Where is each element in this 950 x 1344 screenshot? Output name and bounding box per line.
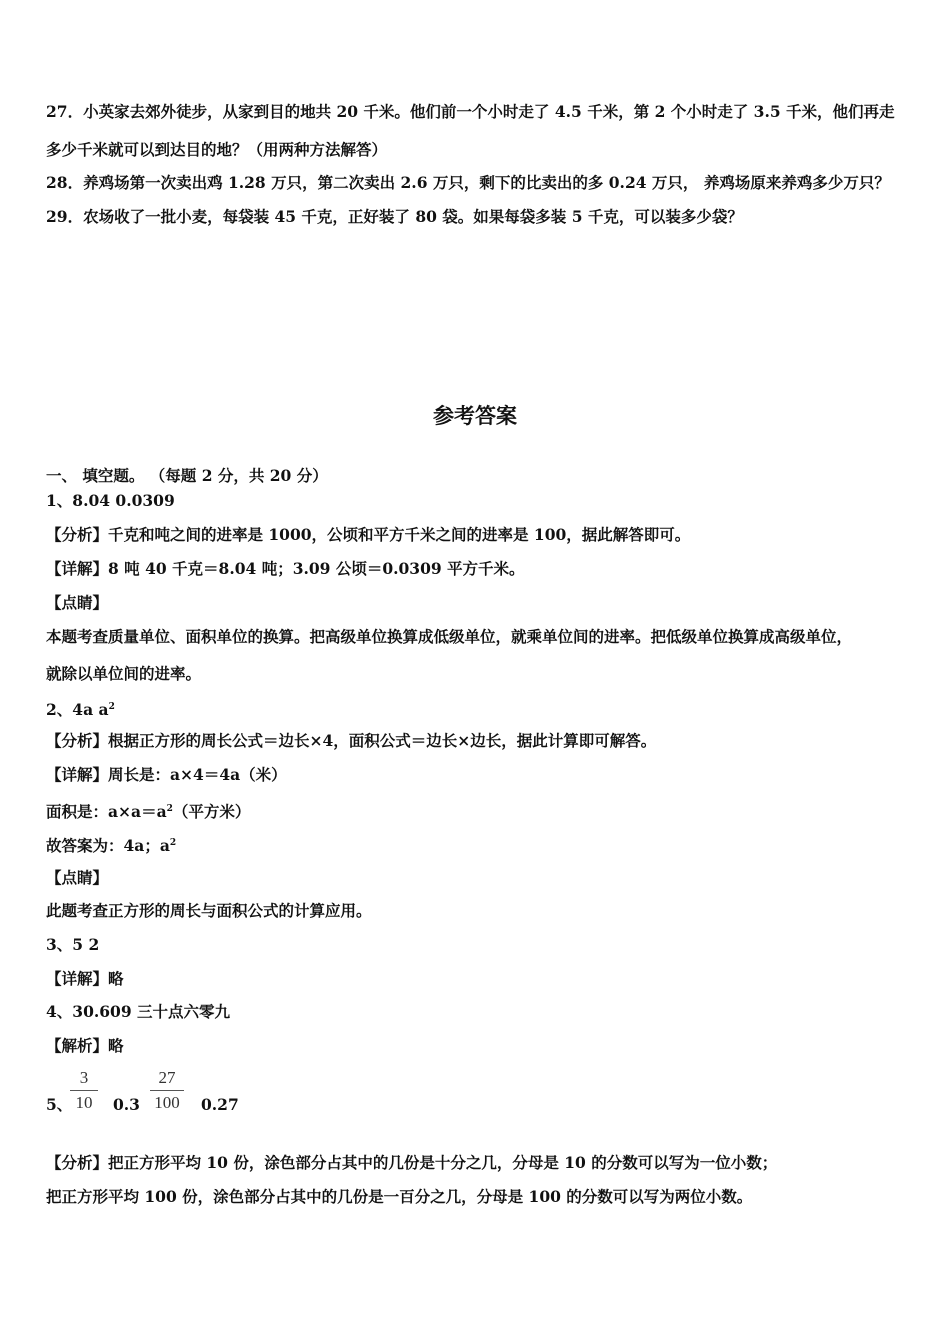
answer-2-area-unit: （平方米） (172, 802, 251, 822)
answer-5-fraction-1 (70, 1068, 98, 1113)
fraction-2-numerator: 27 (158, 1068, 176, 1087)
answer-4-header: 4、30.609 三十点六零九 (46, 1002, 231, 1021)
answer-2-header-sup: 2 (108, 702, 115, 712)
answer-1-comment-label: 【点睛】 (46, 593, 109, 612)
question-29: 29．农场收了一批小麦，每袋装 45 千克，正好装了 80 袋。如果每袋多装 5 千克，可以装多少袋？ (46, 207, 743, 226)
fraction-2-denominator: 100 (154, 1093, 180, 1112)
section-heading: 一、 填空题。 （每题 2 分，共 20 分） (46, 466, 328, 485)
answer-1-comment-line2: 就除以单位间的进率。 (46, 664, 202, 683)
answer-1-header: 1、8.04 0.0309 (46, 491, 175, 510)
question-27-line1: 27．小英家去郊外徒步，从家到目的地共 20 千米。他们前一个小时走了 4.5 千米，第 2 个小时走了 3.5 千米，他们再走 (46, 102, 895, 121)
fraction-1-bar (70, 1090, 98, 1091)
answer-1-detail: 【详解】8 吨 40 千克＝8.04 吨；3.09 公顷＝0.0309 平方千米。 (46, 559, 525, 578)
answer-2-header-text: 2、4a a (46, 700, 109, 720)
answer-2-final-sup: 2 (169, 838, 177, 848)
answer-2-detail: 【详解】周长是：a×4＝4a（米） (46, 765, 287, 784)
answer-2-header (46, 697, 115, 720)
answer-5-value-2: 0.27 (201, 1095, 239, 1114)
answer-3-header: 3、5 2 (46, 935, 100, 954)
answer-5-label: 5、 (46, 1095, 73, 1114)
answer-2-comment: 此题考查正方形的周长与面积公式的计算应用。 (46, 901, 372, 920)
answer-5-analysis-line2: 把正方形平均 100 份，涂色部分占其中的几份是一百分之几，分母是 100 的分数可以写为两位小数。 (46, 1187, 753, 1206)
question-28: 28．养鸡场第一次卖出鸡 1.28 万只，第二次卖出 2.6 万只，剩下的比卖出的多 0.24 万只， 养鸡场原来养鸡多少万只？ (46, 173, 890, 192)
fraction-1-numerator: 3 (79, 1068, 89, 1087)
answer-4-detail: 【解析】略 (46, 1036, 124, 1055)
answer-2-final (46, 833, 176, 856)
answer-2-area-text: 面积是：a×a＝a (46, 802, 167, 822)
fraction-1-denominator: 10 (75, 1093, 93, 1112)
answer-2-area (46, 799, 250, 822)
question-27-line2: 多少千米就可以到达目的地？（用两种方法解答） (46, 140, 388, 159)
answer-5-fraction-2 (150, 1068, 184, 1113)
answer-2-final-text: 故答案为：4a；a (46, 836, 170, 856)
answer-1-comment-line1: 本题考查质量单位、面积单位的换算。把高级单位换算成低级单位，就乘单位间的进率。把低级单位换算成高级单位， (46, 627, 853, 646)
answer-5-analysis-line1: 【分析】把正方形平均 10 份，涂色部分占其中的几份是十分之几，分母是 10 的分数可以写为一位小数； (46, 1153, 778, 1172)
answer-2-area-sup: 2 (166, 804, 173, 814)
fraction-2-bar (150, 1090, 184, 1091)
answer-3-detail: 【详解】略 (46, 969, 124, 988)
answer-1-analysis: 【分析】千克和吨之间的进率是 1000，公顷和平方千米之间的进率是 100，据此解答即可。 (46, 525, 691, 544)
answer-2-comment-label: 【点睛】 (46, 868, 109, 887)
answers-title: 参考答案 (433, 404, 517, 428)
answer-5-value-1: 0.3 (113, 1095, 140, 1114)
answer-2-analysis: 【分析】根据正方形的周长公式＝边长×4，面积公式＝边长×边长，据此计算即可解答。 (46, 731, 657, 750)
